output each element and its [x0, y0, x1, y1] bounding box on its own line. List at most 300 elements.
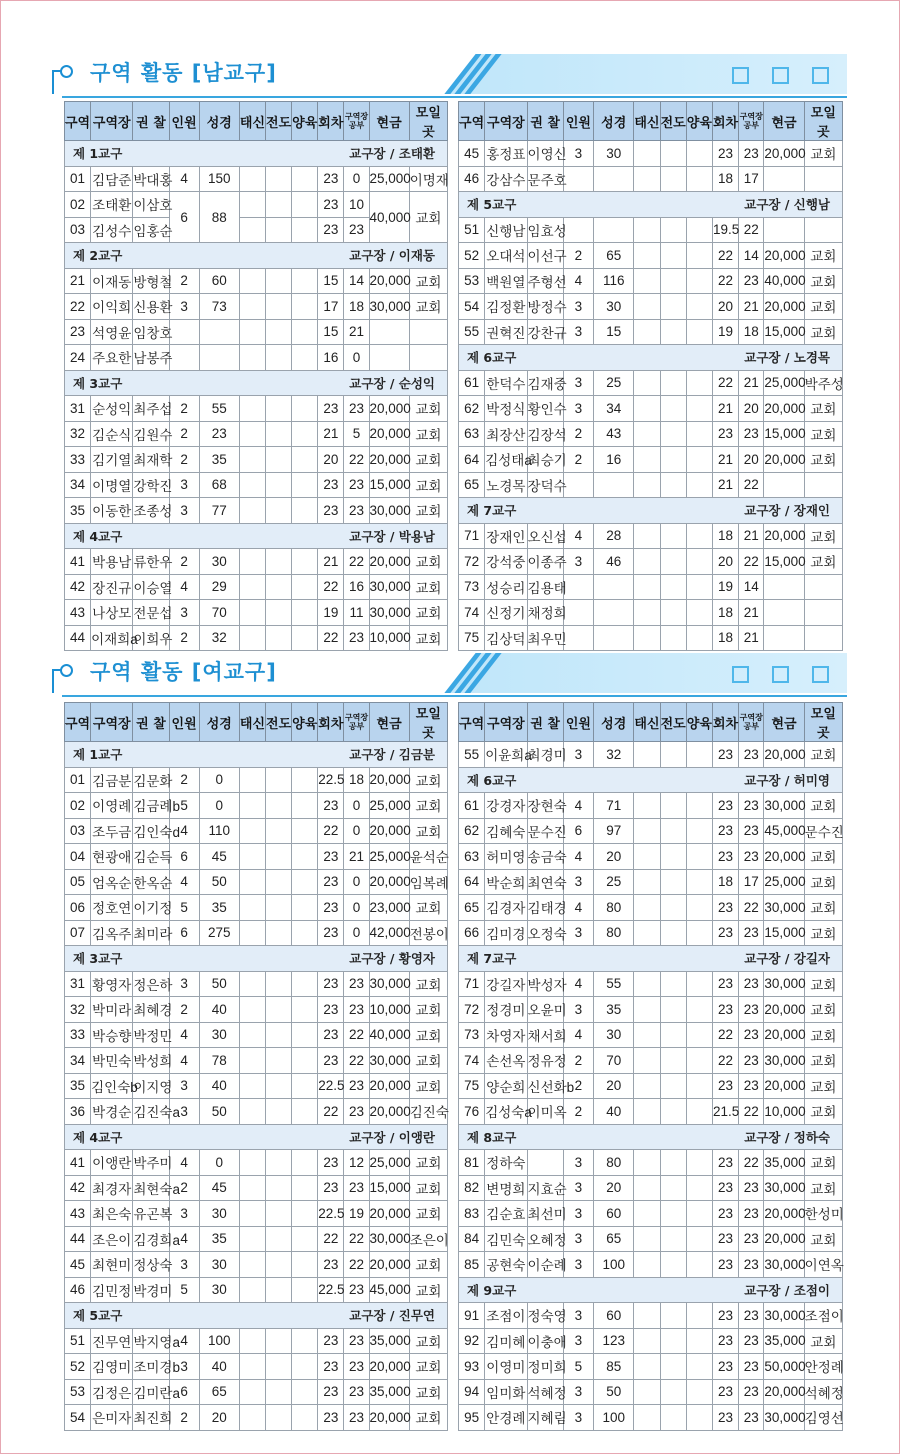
col-place: 교회 — [804, 243, 842, 269]
col-counselor: 정숙영 — [527, 1303, 563, 1329]
col-sessions: 22.5 — [318, 1277, 344, 1303]
col-members: 3 — [169, 971, 199, 997]
col-bible: 43 — [594, 421, 634, 447]
col-nurture — [292, 166, 318, 192]
col-area: 65 — [459, 895, 485, 921]
col-taesin — [239, 1379, 265, 1405]
col-sessions: 23 — [318, 472, 344, 498]
col-leader: 김성숙a — [485, 1099, 527, 1125]
col-place: 교회 — [409, 1175, 447, 1201]
table-row — [65, 600, 448, 626]
col-study: 23 — [344, 625, 369, 651]
col-sessions: 23 — [318, 1048, 344, 1074]
col-offering: 20,000 — [369, 1405, 409, 1431]
group-header-row — [459, 1124, 843, 1150]
col-offering: 20,000 — [369, 767, 409, 793]
group-header-cell — [459, 345, 843, 371]
col-offering: 20,000 — [764, 447, 804, 473]
table-row — [459, 625, 843, 651]
col-leader: 박정식 — [485, 396, 527, 422]
col-area: 91 — [459, 1303, 485, 1329]
col-leader: 주요한 — [91, 345, 133, 371]
col-leader: 김미혜 — [485, 1328, 527, 1354]
header-label: 인원 — [565, 716, 591, 732]
col-sessions: 22 — [712, 243, 738, 269]
col-area: 53 — [65, 1379, 91, 1405]
table-row — [65, 396, 448, 422]
col-bible — [594, 472, 634, 498]
col-offering: 20,000 — [369, 549, 409, 575]
col-nurture — [292, 818, 318, 844]
col-area: 83 — [459, 1201, 485, 1227]
col-place: 교회 — [804, 920, 842, 946]
col-leader: 석영윤 — [91, 319, 133, 345]
col-counselor: 이순례 — [527, 1252, 563, 1278]
col-members: 4 — [563, 523, 593, 549]
col-nurture — [292, 793, 318, 819]
col-sessions: 23 — [318, 1328, 344, 1354]
col-taesin — [634, 971, 660, 997]
col-sessions: 16 — [318, 345, 344, 371]
col-study: 23 — [739, 1048, 764, 1074]
col-taesin — [634, 421, 660, 447]
table-row — [65, 1226, 448, 1252]
col-sessions: 23 — [712, 1175, 738, 1201]
col-leader: 김영미 — [91, 1354, 133, 1380]
col-bible: 32 — [199, 625, 239, 651]
col-place: 교회 — [804, 421, 842, 447]
col-sessions: 23 — [712, 920, 738, 946]
col-offering: 15,000 — [369, 472, 409, 498]
header-col-sessions — [318, 102, 344, 141]
col-offering — [369, 319, 409, 345]
col-place: 교회 — [409, 1252, 447, 1278]
col-offering: 20,000 — [764, 742, 804, 768]
col-area: 41 — [65, 1150, 91, 1176]
col-area: 07 — [65, 920, 91, 946]
col-area: 55 — [459, 319, 485, 345]
col-area: 76 — [459, 1099, 485, 1125]
col-evangelism — [266, 625, 292, 651]
col-place — [409, 345, 447, 371]
col-nurture — [292, 472, 318, 498]
col-bible: 80 — [594, 1150, 634, 1176]
col-sessions: 23 — [712, 1405, 738, 1431]
col-place: 김진숙 — [409, 1099, 447, 1125]
col-members — [563, 625, 593, 651]
table-row — [65, 1328, 448, 1354]
col-bible: 0 — [199, 793, 239, 819]
col-nurture — [686, 574, 712, 600]
col-bible: 40 — [199, 997, 239, 1023]
table-row — [459, 844, 843, 870]
col-evangelism — [660, 1354, 686, 1380]
col-sessions: 23 — [712, 793, 738, 819]
header-square-icon — [732, 666, 749, 683]
col-sessions: 23 — [712, 141, 738, 167]
col-study: 5 — [344, 421, 369, 447]
header-col-place — [804, 703, 842, 742]
col-nurture — [686, 742, 712, 768]
col-offering: 25,000 — [369, 844, 409, 870]
col-bible: 70 — [594, 1048, 634, 1074]
col-nurture — [292, 319, 318, 345]
table-row — [65, 574, 448, 600]
col-leader: 김성태a — [485, 447, 527, 473]
col-members: 4 — [169, 869, 199, 895]
col-evangelism — [660, 1303, 686, 1329]
col-counselor: 최혜경 — [133, 997, 169, 1023]
group-header-cell — [459, 192, 843, 218]
col-area: 33 — [65, 1022, 91, 1048]
col-leader: 이앵란 — [91, 1150, 133, 1176]
col-members — [563, 472, 593, 498]
group-header-cell — [65, 141, 448, 167]
col-offering — [369, 345, 409, 371]
header-col-taesin — [239, 703, 265, 742]
col-bible: 85 — [594, 1354, 634, 1380]
col-members — [563, 600, 593, 626]
col-counselor: 채서희 — [527, 1022, 563, 1048]
col-evangelism — [266, 574, 292, 600]
col-nurture — [686, 1328, 712, 1354]
table-row — [459, 1201, 843, 1227]
table-row — [459, 217, 843, 243]
col-area: 46 — [65, 1277, 91, 1303]
col-leader: 이재동 — [91, 268, 133, 294]
col-leader: 강경자 — [485, 793, 527, 819]
table-row — [459, 421, 843, 447]
col-study: 23 — [739, 1073, 764, 1099]
header-label: 태신 — [239, 716, 266, 732]
col-leader: 김정환 — [485, 294, 527, 320]
table-row — [65, 498, 448, 524]
col-study: 21 — [739, 523, 764, 549]
col-area: 73 — [459, 574, 485, 600]
header-underline — [62, 695, 847, 697]
col-leader: 허미영 — [485, 844, 527, 870]
col-offering: 20,000 — [369, 1354, 409, 1380]
col-study: 11 — [344, 600, 369, 626]
table-row — [65, 345, 448, 371]
col-study: 23 — [739, 742, 764, 768]
col-area: 36 — [65, 1099, 91, 1125]
col-study: 22 — [344, 1048, 369, 1074]
group-label: 제 1교구 — [73, 146, 123, 162]
col-study: 22 — [739, 1099, 764, 1125]
col-evangelism — [660, 370, 686, 396]
col-taesin — [239, 549, 265, 575]
col-evangelism — [266, 844, 292, 870]
col-place: 교회 — [409, 421, 447, 447]
table-row — [65, 268, 448, 294]
col-offering: 15,000 — [764, 549, 804, 575]
col-place: 교회 — [804, 523, 842, 549]
col-area: 74 — [459, 1048, 485, 1074]
header-col-study — [739, 703, 764, 742]
col-sessions: 17 — [318, 294, 344, 320]
table-row — [459, 869, 843, 895]
col-bible: 70 — [199, 600, 239, 626]
col-offering: 20,000 — [764, 1201, 804, 1227]
col-area: 43 — [65, 1201, 91, 1227]
table-row — [65, 1099, 448, 1125]
col-area: 34 — [65, 472, 91, 498]
col-counselor: 장덕수 — [527, 472, 563, 498]
header-label: 구역장 — [92, 716, 131, 732]
col-offering: 45,000 — [369, 1277, 409, 1303]
col-evangelism — [266, 1201, 292, 1227]
table-row — [459, 818, 843, 844]
col-place — [409, 319, 447, 345]
col-sessions: 15 — [318, 319, 344, 345]
col-evangelism — [660, 1022, 686, 1048]
header-col-study — [344, 703, 369, 742]
col-offering: 20,000 — [369, 1099, 409, 1125]
header-col-sessions — [712, 102, 738, 141]
col-study: 22 — [344, 549, 369, 575]
group-label: 제 5교구 — [73, 1308, 123, 1324]
col-sessions: 23 — [318, 166, 344, 192]
header-col-taesin — [634, 102, 660, 141]
table-row — [65, 294, 448, 320]
col-area: 31 — [65, 396, 91, 422]
col-members: 2 — [169, 396, 199, 422]
col-bible: 71 — [594, 793, 634, 819]
col-place: 교회 — [409, 793, 447, 819]
header-col-evangelism — [660, 703, 686, 742]
col-nurture — [686, 997, 712, 1023]
col-members: 2 — [563, 243, 593, 269]
col-area: 62 — [459, 396, 485, 422]
col-leader: 안경례 — [485, 1405, 527, 1431]
col-study: 23 — [739, 1252, 764, 1278]
col-sessions: 23 — [318, 997, 344, 1023]
col-bible — [199, 345, 239, 371]
col-sessions: 23 — [318, 1252, 344, 1278]
col-taesin — [634, 1405, 660, 1431]
col-sessions: 22 — [318, 818, 344, 844]
col-counselor: 김장석 — [527, 421, 563, 447]
col-sessions: 18 — [712, 625, 738, 651]
col-counselor: 신선화b — [527, 1073, 563, 1099]
group-header-row — [459, 192, 843, 218]
header-label: 인원 — [565, 115, 591, 131]
header-dot-icon — [60, 664, 73, 677]
col-members: 4 — [169, 166, 199, 192]
col-members: 4 — [169, 574, 199, 600]
col-nurture — [292, 920, 318, 946]
col-place — [804, 217, 842, 243]
col-study: 14 — [739, 243, 764, 269]
col-place: 이명재 — [409, 166, 447, 192]
col-area: 72 — [459, 997, 485, 1023]
group-header-cell — [65, 370, 448, 396]
col-study: 23 — [344, 1328, 369, 1354]
col-counselor: 이지영 — [133, 1073, 169, 1099]
col-study: 0 — [344, 818, 369, 844]
col-evangelism — [660, 793, 686, 819]
col-evangelism — [266, 600, 292, 626]
col-area: 62 — [459, 818, 485, 844]
col-offering: 20,000 — [764, 1226, 804, 1252]
col-area: 64 — [459, 447, 485, 473]
col-bible: 30 — [199, 1201, 239, 1227]
col-evangelism — [266, 793, 292, 819]
col-place: 교회 — [409, 1379, 447, 1405]
col-sessions: 23 — [712, 1379, 738, 1405]
col-taesin — [239, 1354, 265, 1380]
col-counselor: 임효성 — [527, 217, 563, 243]
header-col-counselor — [133, 102, 169, 141]
col-nurture — [686, 370, 712, 396]
col-bible — [199, 319, 239, 345]
col-counselor — [527, 1150, 563, 1176]
col-leader: 김경자 — [485, 895, 527, 921]
col-members: 3 — [169, 600, 199, 626]
col-area: 63 — [459, 421, 485, 447]
col-leader: 조태환 — [91, 192, 133, 218]
col-place: 문수진 — [804, 818, 842, 844]
col-members — [169, 319, 199, 345]
col-leader: 김순효 — [485, 1201, 527, 1227]
col-offering: 20,000 — [764, 396, 804, 422]
col-place: 교회 — [804, 1073, 842, 1099]
col-leader: 김담준 — [91, 166, 133, 192]
header-col-offering — [369, 102, 409, 141]
table-row — [65, 1150, 448, 1176]
col-study: 23 — [739, 1405, 764, 1431]
table-row — [65, 1048, 448, 1074]
header-col-offering — [369, 703, 409, 742]
header-col-offering — [764, 102, 804, 141]
col-offering: 30,000 — [764, 1252, 804, 1278]
col-place: 교회 — [804, 793, 842, 819]
table-women-left — [64, 702, 448, 1431]
table-row — [459, 523, 843, 549]
col-evangelism — [660, 600, 686, 626]
col-members — [169, 345, 199, 371]
col-members: 2 — [563, 1048, 593, 1074]
col-bible: 60 — [594, 1201, 634, 1227]
col-bible: 29 — [199, 574, 239, 600]
table-row — [65, 1354, 448, 1380]
col-counselor: 남봉주 — [133, 345, 169, 371]
header-col-place — [409, 102, 447, 141]
header-col-taesin — [634, 703, 660, 742]
col-counselor: 이미옥 — [527, 1099, 563, 1125]
col-counselor: 송금숙 — [527, 844, 563, 870]
col-members: 3 — [169, 1099, 199, 1125]
col-evangelism — [660, 294, 686, 320]
col-counselor: 임홍순 — [133, 217, 169, 243]
col-sessions: 22 — [712, 1022, 738, 1048]
col-sessions: 20 — [712, 549, 738, 575]
col-offering: 35,000 — [369, 1379, 409, 1405]
col-evangelism — [660, 1048, 686, 1074]
table-row — [459, 600, 843, 626]
table-row — [459, 294, 843, 320]
col-leader: 박용남 — [91, 549, 133, 575]
col-taesin — [239, 1048, 265, 1074]
col-counselor: 오신섭 — [527, 523, 563, 549]
col-leader: 차영자 — [485, 1022, 527, 1048]
col-bible: 65 — [594, 1226, 634, 1252]
col-counselor: 김경희a — [133, 1226, 169, 1252]
col-leader: 박미라 — [91, 997, 133, 1023]
col-counselor: 석혜정 — [527, 1379, 563, 1405]
col-members — [563, 217, 593, 243]
col-leader: 박승향 — [91, 1022, 133, 1048]
col-place: 윤석순 — [409, 844, 447, 870]
col-counselor: 오윤미 — [527, 997, 563, 1023]
col-counselor: 이종주 — [527, 549, 563, 575]
col-bible: 50 — [594, 1379, 634, 1405]
col-bible: 15 — [594, 319, 634, 345]
header-label: 현금 — [376, 716, 402, 732]
col-members: 3 — [563, 1226, 593, 1252]
col-study: 23 — [739, 141, 764, 167]
col-study: 21 — [739, 625, 764, 651]
col-counselor: 최재학 — [133, 447, 169, 473]
col-members: 2 — [169, 1405, 199, 1431]
col-bible: 30 — [594, 1022, 634, 1048]
col-study: 23 — [739, 1354, 764, 1380]
col-bible: 55 — [594, 971, 634, 997]
col-taesin — [239, 997, 265, 1023]
header-label: 모일곳 — [415, 707, 441, 741]
col-place: 교회 — [804, 1175, 842, 1201]
col-members: 3 — [563, 1175, 593, 1201]
col-leader: 김미경 — [485, 920, 527, 946]
col-area: 06 — [65, 895, 91, 921]
col-evangelism — [660, 1073, 686, 1099]
header-col-counselor — [133, 703, 169, 742]
col-taesin — [239, 971, 265, 997]
col-leader: 엄옥순 — [91, 869, 133, 895]
col-members: 2 — [169, 268, 199, 294]
col-offering: 25,000 — [764, 869, 804, 895]
col-area: 35 — [65, 1073, 91, 1099]
col-nurture — [686, 243, 712, 269]
col-study: 0 — [344, 920, 369, 946]
col-bible: 50 — [199, 1099, 239, 1125]
col-taesin — [239, 421, 265, 447]
col-leader: 조점이 — [485, 1303, 527, 1329]
col-study: 23 — [344, 1175, 369, 1201]
col-bible: 55 — [199, 396, 239, 422]
table-row — [459, 1073, 843, 1099]
col-leader: 성승리 — [485, 574, 527, 600]
header-col-area — [65, 703, 91, 742]
col-place: 교회 — [409, 1048, 447, 1074]
col-members: 4 — [563, 844, 593, 870]
col-evangelism — [660, 1328, 686, 1354]
col-study: 22 — [344, 1022, 369, 1048]
col-bible: 16 — [594, 447, 634, 473]
col-area: 74 — [459, 600, 485, 626]
col-leader: 이영례 — [91, 793, 133, 819]
col-nurture — [686, 600, 712, 626]
col-nurture — [292, 1099, 318, 1125]
col-members: 4 — [563, 895, 593, 921]
header-label: 인원 — [171, 716, 197, 732]
header-label: 구역 — [65, 115, 91, 131]
header-label: 회차 — [318, 115, 344, 131]
table-row — [459, 370, 843, 396]
col-study: 22 — [739, 217, 764, 243]
section-header-men — [52, 54, 847, 102]
